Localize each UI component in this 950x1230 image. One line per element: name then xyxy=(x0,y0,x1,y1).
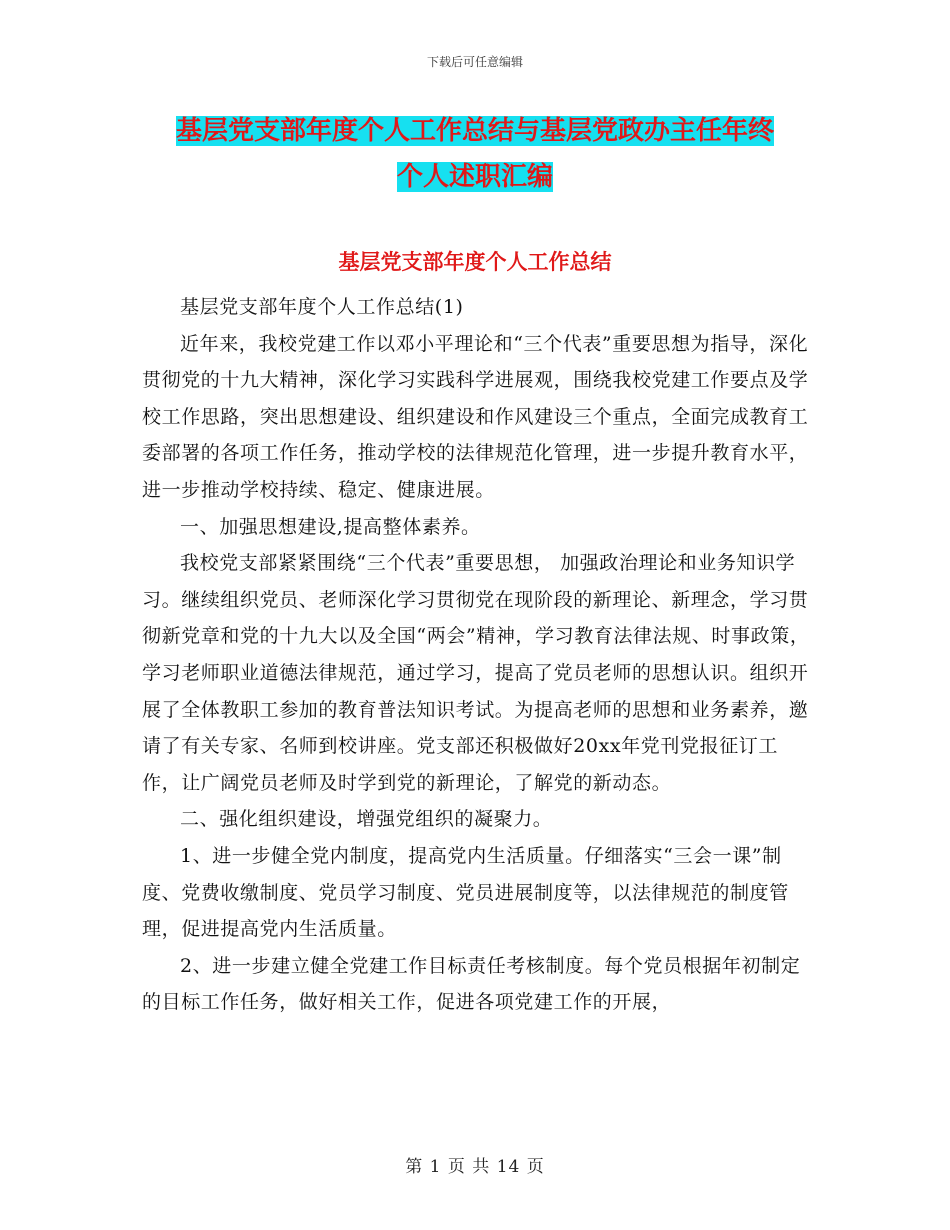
paragraph: 基层党支部年度个人工作总结(1) xyxy=(180,296,464,318)
document-title-line-2: 个人述职汇编 xyxy=(396,162,553,192)
paragraph: 1、进一步健全党内制度，提高党内生活质量。仔细落实“三会一课”制度、党费收缴制度、党员学习制度、党员进展制度等，以法律规范的制度管理，促进提高党内生活质量。 xyxy=(142,844,789,941)
page-footer: 第 1 页 共 14 页 xyxy=(405,1157,545,1177)
paragraph: 一、加强思想建设,提高整体素养。 xyxy=(180,515,481,538)
document-title xyxy=(140,108,810,200)
paragraph: 2、进一步建立健全党建工作目标责任考核制度。每个党员根据年初制定的目标工作任务，做好相关工作，促进各项党建工作的开展， xyxy=(142,954,801,1014)
body-text xyxy=(142,289,812,1021)
document-title-line-1: 基层党支部年度个人工作总结与基层党政办主任年终 xyxy=(175,116,774,146)
paragraph: 我校党支部紧紧围绕“三个代表”重要思想， 加强政治理论和业务知识学习。继续组织党员、老师深化学习贯彻党在现阶段的新理论、新理念，学习贯彻新党章和党的十九大以及全国“两会”精神，学习教育法律法规、时事政策，学习老师职业道德法律规范，通过学习，提高了党员老师的思想认识。组织开展了全体教职工参加的教育普法知识考试。为提高老师的思想和业务素养，邀请了有关专家、名师到校讲座。党支部还积极做好20xx年党刊党报征订工作，让广阔党员老师及时学到党的新理论，了解党的新动态。 xyxy=(142,552,810,794)
paragraph: 近年来，我校党建工作以邓小平理论和“三个代表”重要思想为指导，深化贯彻党的十九大精神，深化学习实践科学进展观，围绕我校党建工作要点及学校工作思路，突出思想建设、组织建设和作风建设三个重点，全面完成教育工委部署的各项工作任务，推动学校的法律规范化管理，进一步提升教育水平，进一步推动学校持续、稳定、健康进展。 xyxy=(142,332,809,501)
section-title: 基层党支部年度个人工作总结 xyxy=(338,250,612,274)
paragraph: 二、强化组织建设，增强党组织的凝聚力。 xyxy=(180,808,553,831)
header-note: 下载后可任意编辑 xyxy=(426,55,523,69)
